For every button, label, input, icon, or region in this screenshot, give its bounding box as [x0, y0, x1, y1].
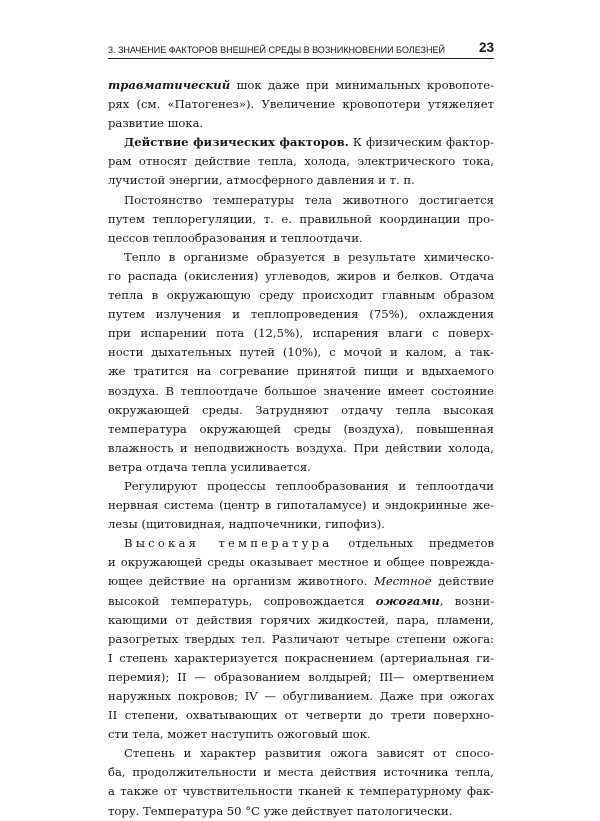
text-line — [108, 687, 494, 706]
text-run: кающими от действия горячих жидкостей, пара, пламени, — [108, 612, 494, 627]
text-run: Тепло в организме образуется в результате химическо- — [124, 249, 494, 264]
text-run: разогретых твердых тел. Различают четыре степени ожога: — [108, 631, 494, 646]
text-line — [108, 802, 494, 821]
text-line — [108, 458, 494, 477]
text-line — [108, 553, 494, 572]
text-line — [108, 95, 494, 114]
text-run: действие — [431, 574, 495, 589]
text-line — [108, 133, 494, 152]
text-line — [108, 229, 494, 248]
text-run: развитие шока. — [108, 116, 204, 131]
text-run: сти тела, может наступить ожоговый шок. — [108, 727, 371, 742]
text-line — [108, 744, 494, 763]
text-run: ба, продолжительности и места действия источника тепла, — [108, 765, 494, 780]
text-run: Высокая температура — [124, 536, 333, 551]
text-line — [108, 152, 494, 171]
text-line — [108, 382, 494, 401]
text-run: тепла в окружающую среду происходит главным образом — [108, 288, 494, 303]
text-line — [108, 592, 494, 611]
paragraph — [108, 534, 494, 744]
text-run: Местное — [373, 574, 432, 589]
text-run: отдельных предметов — [332, 536, 494, 551]
text-line — [108, 706, 494, 725]
text-line — [108, 611, 494, 630]
text-line — [108, 763, 494, 782]
text-line — [108, 725, 494, 744]
paragraph — [108, 744, 494, 820]
running-title: 3. ЗНАЧЕНИЕ ФАКТОРОВ ВНЕШНЕЙ СРЕДЫ В ВОЗНИКНОВЕНИИ БОЛЕЗНЕЙ — [108, 45, 445, 55]
body-text — [108, 76, 494, 821]
text-run: травматический — [108, 78, 231, 92]
text-run: влажность и неподвижность воздуха. При действии холода, — [108, 440, 494, 455]
text-run: же тратится на согревание принятой пищи и вдыхаемого — [108, 364, 494, 379]
text-line — [108, 477, 494, 496]
text-run: Степень и характер развития ожога зависят от спосо- — [124, 746, 494, 761]
text-run: при испарении пота (12,5%), испарения влаги с поверх- — [108, 326, 495, 341]
paragraph — [108, 133, 494, 190]
text-line — [108, 668, 494, 687]
text-line — [108, 305, 494, 324]
text-run: путем излучения и теплопроведения (75%), охлаждения — [108, 307, 495, 322]
paragraph — [108, 76, 494, 133]
text-run: ожогами — [375, 593, 440, 608]
text-run: тору. Температура 50 °С уже действует патологически. — [108, 803, 453, 818]
text-run: воздуха. В теплоотдаче большое значение имеет состояние — [108, 383, 494, 398]
text-run: Постоянство температуры тела животного достигается — [124, 192, 494, 207]
paragraph — [108, 248, 494, 477]
text-line — [108, 191, 494, 210]
text-run: ности дыхательных путей (10%), с мочой и калом, а так- — [108, 345, 494, 360]
text-line — [108, 324, 494, 343]
text-line — [108, 630, 494, 649]
text-run: го распада (окисления) углеводов, жиров и белков. Отдача — [108, 268, 494, 283]
text-run: путем теплорегуляции, т. е. правильной координации про- — [108, 211, 494, 226]
text-line — [108, 496, 494, 515]
text-run: II степени, охватывающих от четверти до трети поверхно- — [108, 708, 494, 723]
text-line — [108, 782, 494, 801]
text-run: рях (см. «Патогенез»). Увеличение кровопотери утяжеляет — [108, 97, 494, 112]
text-run: ющее действие на организм животного. — [108, 574, 374, 589]
text-run: ветра отдача тепла усиливается. — [108, 459, 311, 474]
text-run: и окружающей среды оказывает местное и общее повреждa- — [108, 555, 494, 570]
text-run: Действие физических факторов. — [124, 135, 349, 150]
page-header — [108, 40, 494, 59]
text-line — [108, 362, 494, 381]
text-line — [108, 267, 494, 286]
text-run: К физическим фактор- — [348, 135, 495, 150]
text-line — [108, 286, 494, 305]
text-run: цессов теплообразования и теплоотдачи. — [108, 230, 363, 245]
text-run: высокой температурь, сопровождается — [108, 593, 376, 608]
text-run: перемия); II — образованием волдырей; III— омертвением — [108, 669, 494, 684]
text-run: Регулируют процессы теплообразования и теплоотдачи — [124, 478, 494, 493]
paragraph — [108, 477, 494, 534]
text-run: шок даже при минимальных кровопоте- — [230, 78, 494, 92]
text-run: окружающей среды. Затрудняют отдачу тепла высокая — [108, 402, 494, 417]
text-line — [108, 572, 494, 591]
text-line — [108, 515, 494, 534]
text-line — [108, 420, 494, 439]
text-line — [108, 401, 494, 420]
text-run: а также от чувствительности тканей к температурному фак- — [108, 784, 495, 799]
text-run: лучистой энергии, атмосферного давления и т. п. — [108, 173, 415, 188]
text-line — [108, 210, 494, 229]
text-line — [108, 534, 494, 553]
text-line — [108, 248, 494, 267]
text-run: I степень характеризуется покраснением (артериальная ги- — [108, 650, 494, 665]
text-line — [108, 343, 494, 362]
text-run: наружных покровов; IV — обугливанием. Даже при ожогах — [108, 689, 494, 703]
text-line — [108, 114, 494, 133]
text-run: рам относят действие тепла, холода, электрического тока, — [108, 154, 494, 169]
text-run: нервная система (центр в гипоталамусе) и эндокринные же- — [108, 498, 494, 513]
text-run: , возни- — [439, 593, 494, 608]
text-run: лезы (щитовидная, надпочечники, гипофиз). — [108, 517, 385, 532]
text-line — [108, 439, 494, 458]
page-number: 23 — [478, 40, 494, 55]
text-line — [108, 171, 494, 190]
paragraph — [108, 191, 494, 248]
text-line — [108, 649, 494, 668]
text-run: температура окружающей среды (воздуха), повышенная — [108, 421, 494, 436]
text-line — [108, 76, 494, 95]
